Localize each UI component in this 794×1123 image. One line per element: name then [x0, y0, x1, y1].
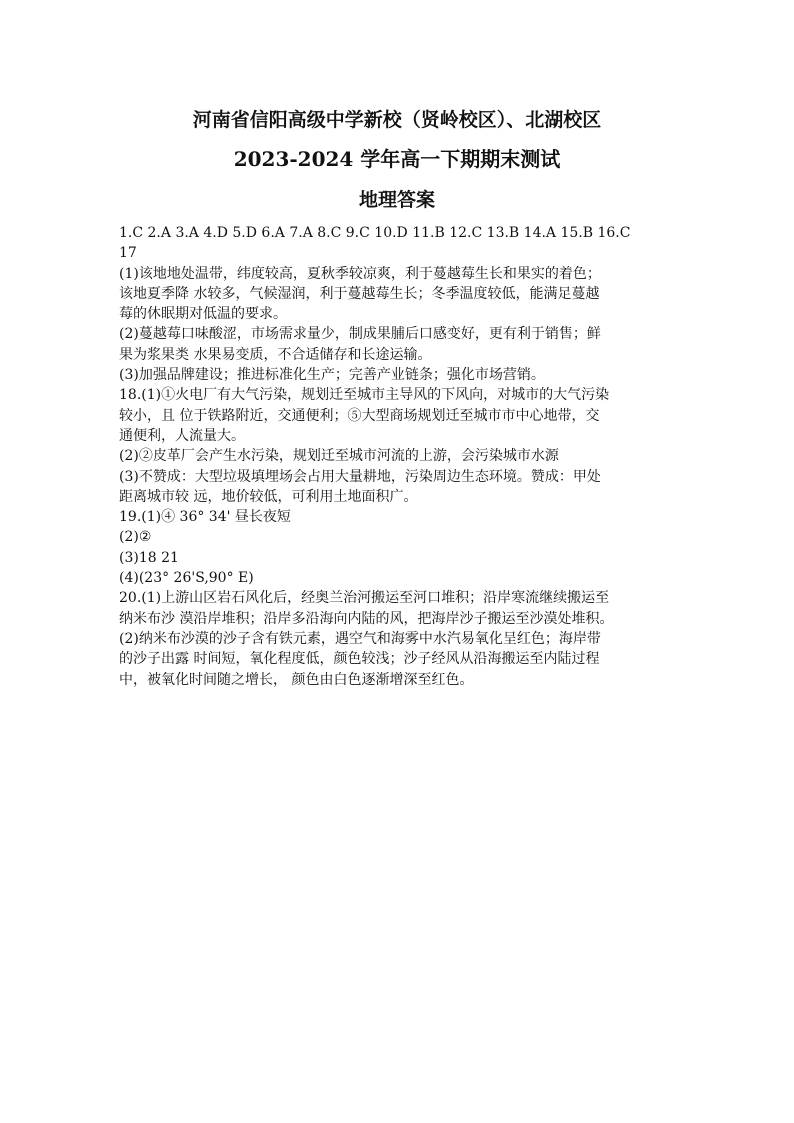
answer-line: 纳米布沙 漠沿岸堆积；沿岸多沿海向内陆的风，把海岸沙子搬运至沙漠处堆积。 [119, 610, 614, 627]
answer-line: (4)(23° 26'S,90° E) [119, 570, 254, 587]
answer-line: 通便利，人流量大。 [119, 427, 245, 444]
answer-line: 较小，且 位于铁路附近，交通便利；⑤大型商场规划迁至城市市中心地带，交 [119, 407, 600, 424]
question-17-number: 17 [119, 245, 137, 262]
answer-line: (3)不赞成：大型垃圾填埋场会占用大量耕地，污染周边生态环境。赞成：甲处 [119, 468, 601, 485]
answer-line: 20.(1)上游山区岩石风化后，经奥兰治河搬运至河口堆积；沿岸寒流继续搬运至 [119, 590, 610, 607]
answer-line: (2)② [119, 529, 152, 546]
answer-line: 果为浆果类 水果易变质，不合适储存和长途运输。 [119, 346, 432, 363]
answer-line: (3)18 21 [119, 549, 179, 566]
answer-line: (1)该地地处温带，纬度较高，夏秋季较凉爽，利于蔓越莓生长和果实的着色； [119, 265, 601, 282]
answer-line: (3)加强品牌建设；推进标准化生产；完善产业链条；强化市场营销。 [119, 367, 545, 384]
answer-line: 莓的休眠期对低温的要求。 [119, 306, 287, 323]
answer-line: 19.(1)④ 36° 34' 昼长夜短 [119, 509, 291, 526]
answer-line: 距离城市较 远，地价较低，可利用土地面积广。 [119, 488, 418, 505]
school-title: 河南省信阳高级中学新校（贤岭校区）、北湖校区 [192, 109, 602, 131]
answer-line: (2)②皮革厂会产生水污染，规划迁至城市河流的上游，会污染城市水源 [119, 448, 559, 465]
subject-title: 地理答案 [358, 189, 435, 211]
exam-title: 2023-2024 学年高一下期期末测试 [233, 147, 561, 171]
answer-line: 中，被氧化时间随之增长， 颜色由白色逐渐增深至红色。 [119, 671, 474, 688]
mc-answers-line: 1.C 2.A 3.A 4.D 5.D 6.A 7.A 8.C 9.C 10.D 11.B 12.C 13.B 14.A 15.B 16.C [119, 225, 631, 241]
answer-line: (2)纳米布沙漠的沙子含有铁元素，遇空气和海雾中水汽易氧化呈红色；海岸带 [119, 630, 601, 647]
answer-line: 的沙子出露 时间短，氧化程度低，颜色较浅；沙子经风从沿海搬运至内陆过程 [119, 651, 600, 668]
answer-line: 18.(1)①火电厂有大气污染，规划迁至城市主导风的下风向，对城市的大气污染 [119, 387, 610, 404]
answer-line: (2)蔓越莓口味酸涩，市场需求量少，制成果脯后口感变好，更有利于销售；鲜 [119, 326, 601, 343]
answer-body [119, 223, 677, 690]
answer-line: 该地夏季降 水较多，气候湿润，利于蔓越莓生长；冬季温度较低，能满足蔓越 [119, 285, 600, 302]
